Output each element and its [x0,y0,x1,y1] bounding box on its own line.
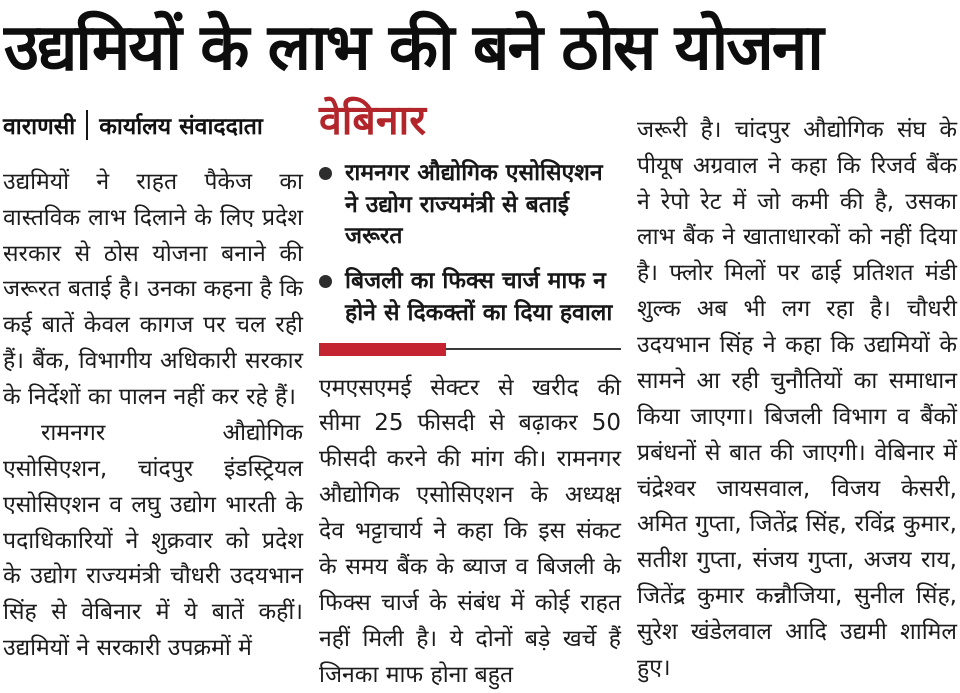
dateline-city: वाराणसी [3,113,76,140]
headline: उद्यमियों के लाभ की बने ठोस योजना [4,11,822,85]
dateline [3,109,303,141]
left-paragraph-2: रामनगर औद्योगिक एसोसिएशन, चांदपुर इंडस्ट्रियल एसोसिएशन व लघु उद्योग भारती के पदाधिकारियों ने शुक्रवार को प्रदेश के उद्योग राज्यमंत्री चौधरी उदयभान सिंह से वेबिनार में ये बातें कहीं। उद्यमियों ने सरकारी उपक्रमों में [3,419,303,662]
bullet-icon [319,167,332,180]
bullet-item [319,158,621,253]
webinar-bullet-list [319,158,621,330]
bullet-text: बिजली का फिक्स चार्ज माफ न होने से दिकक्तों का दिया हवाला [345,268,613,326]
right-paragraph: जरूरी है। चांदपुर औद्योगिक संघ के पीयूष अग्रवाल ने कहा कि रिजर्व बैंक ने रेपो रेट में जो कमी की है, उसका लाभ बैंक ने खाताधारकों को नहीं दिया है। फ्लोर मिलों पर ढाई प्रतिशत मंडी शुल्क अब भी लग रहा है। चौधरी उदयभान सिंह ने कहा कि उद्यमियों के सामने आ रही चुनौतियों का समाधान किया जाएगा। बिजली विभाग व बैंकों प्रबंधनों से बात की जाएगी। वेबिनार में चंद्रेश्वर जायसवाल, विजय केसरी, अमित गुप्ता, जितेंद्र सिंह, रविंद्र कुमार, सतीश गुप्ता, संजय गुप्ता, अजय राय, जितेंद्र कुमार कन्नौजिया, सुनील सिंह, सुरेश खंडेलवाल आदि उद्यमी शामिल हुए। [637,116,957,681]
red-bar [319,343,446,356]
dateline-byline: कार्यालय संवाददाता [99,113,263,140]
middle-column [319,95,621,693]
right-column [637,99,957,693]
bullet-icon [319,275,332,288]
left-column [3,99,303,693]
dateline-divider [86,110,88,140]
section-divider [319,343,621,356]
bullet-item [319,266,621,329]
webinar-heading: वेबिनार [319,95,426,144]
rule-line [446,348,621,350]
middle-paragraph: एमएसएमई सेक्टर से खरीद की सीमा 25 फीसदी से बढ़ाकर 50 फीसदी करने की मांग की। रामनगर औद्योगिक एसोसिएशन के अध्यक्ष देव भट्टाचार्य ने कहा कि इस संकट के समय बैंक के ब्याज व बिजली के फिक्स चार्ज के संबंध में कोई राहत नहीं मिली है। ये दोनों बड़े खर्चे हैं जिनका माफ होना बहुत [319,374,621,688]
left-paragraph-1: उद्यमियों ने राहत पैकेज का वास्तविक लाभ दिलाने के लिए प्रदेश सरकार से ठोस योजना बनाने की जरूरत बताई है। उनका कहना है कि कई बातें केवल कागज पर चल रही हैं। बैंक, विभागीय अधिकारी सरकार के निर्देशों का पालन नहीं कर रहे हैं। [3,168,303,411]
article-columns [2,95,958,693]
bullet-text: रामनगर औद्योगिक एसोसिएशन ने उद्योग राज्यमंत्री से बताई जरूरत [345,159,603,250]
